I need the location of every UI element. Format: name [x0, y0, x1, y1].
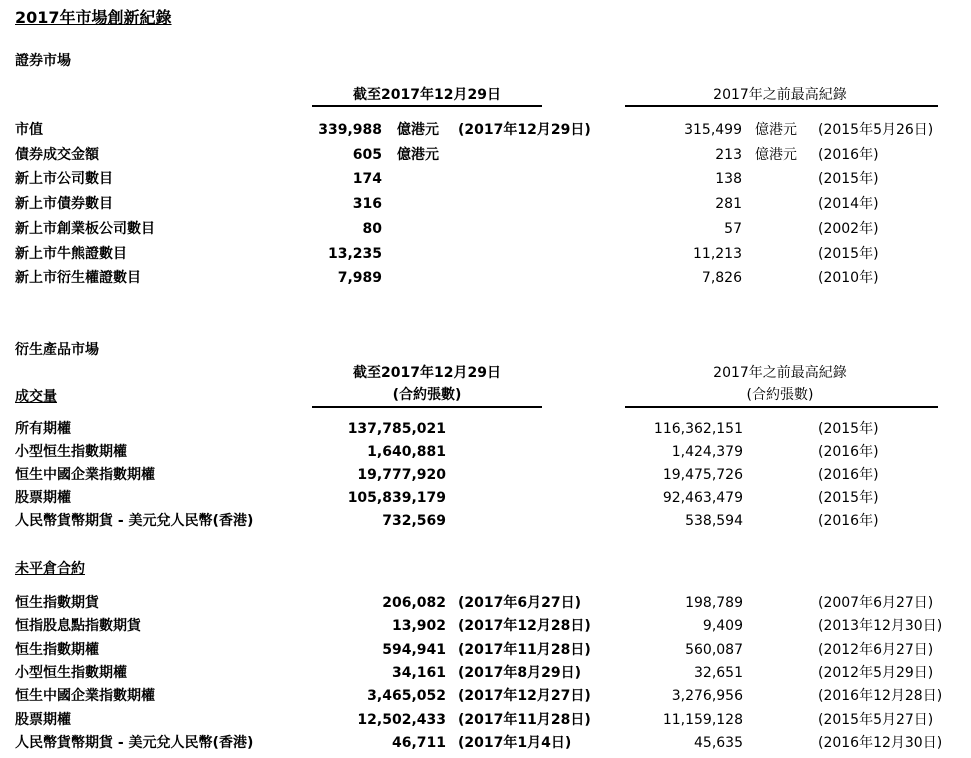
record-value: 57	[724, 220, 742, 237]
record-date: (2016年)	[818, 444, 879, 460]
row-label: 股票期權	[15, 711, 71, 728]
record-value: 32,651	[694, 664, 743, 681]
current-value: 46,711	[391, 734, 446, 751]
row-label: 股票期權	[15, 490, 71, 506]
open-interest-heading: 未平倉合約	[15, 561, 85, 577]
record-date: (2016年12月28日)	[818, 688, 943, 705]
volume-heading: 成交量	[15, 389, 57, 405]
record-date: (2015年5月27日)	[818, 711, 934, 728]
current-value: 174	[352, 171, 382, 188]
record-date: (2015年)	[818, 421, 879, 437]
record-date: (2007年6月27日)	[818, 595, 934, 611]
record-value: 138	[715, 171, 742, 188]
record-value: 3,276,956	[671, 688, 743, 705]
row-label: 恒生指數期權	[15, 641, 99, 658]
record-date: (2015年)	[818, 171, 879, 188]
row-label: 恒指股息點指數期貨	[15, 618, 141, 635]
current-value: 13,235	[327, 245, 382, 262]
current-date: (2017年12月28日)	[458, 618, 591, 635]
record-date: (2016年)	[818, 467, 879, 483]
record-date: (2012年6月27日)	[818, 641, 934, 658]
current-date: (2017年11月28日)	[458, 641, 591, 658]
current-value: 34,161	[391, 664, 446, 681]
derivatives-col-current: 截至2017年12月29日	[353, 365, 501, 381]
current-value: 1,640,881	[367, 444, 446, 460]
record-value: 7,826	[701, 270, 742, 287]
row-label: 人民幣貨幣期貨 - 美元兌人民幣(香港)	[15, 734, 254, 751]
record-unit: 億港元	[755, 146, 797, 163]
row-label: 新上市債券數目	[15, 196, 113, 213]
current-date: (2017年12月29日)	[458, 122, 591, 138]
current-value: 732,569	[382, 513, 446, 529]
row-label: 所有期權	[15, 421, 71, 437]
current-value: 316	[352, 196, 382, 213]
row-label: 市值	[15, 122, 43, 138]
record-date: (2002年)	[818, 220, 879, 237]
record-value: 1,424,379	[671, 444, 743, 460]
securities-record-underline	[625, 105, 938, 107]
row-label: 新上市創業板公司數目	[15, 220, 155, 237]
derivatives-current-underline	[312, 406, 542, 408]
current-value: 13,902	[391, 618, 446, 635]
current-date: (2017年1月4日)	[458, 734, 572, 751]
record-value: 11,213	[693, 245, 742, 262]
current-value: 80	[362, 220, 382, 237]
row-label: 新上市公司數目	[15, 171, 113, 188]
current-unit: 億港元	[397, 122, 439, 138]
row-label: 恒生中國企業指數期權	[15, 688, 155, 705]
row-label: 小型恒生指數期權	[15, 664, 127, 681]
page-title: 2017年市場創新紀錄	[15, 8, 172, 27]
record-date: (2012年5月29日)	[818, 664, 934, 681]
record-date: (2013年12月30日)	[818, 618, 943, 635]
record-unit: 億港元	[755, 122, 797, 138]
record-date: (2014年)	[818, 196, 879, 213]
record-value: 281	[715, 196, 742, 213]
current-value: 19,777,920	[357, 467, 446, 483]
record-value: 116,362,151	[653, 421, 743, 437]
record-date: (2015年)	[818, 490, 879, 506]
derivatives-col-record-sub: (合約張數)	[746, 387, 814, 403]
row-label: 新上市衍生權證數目	[15, 270, 141, 287]
current-unit: 億港元	[397, 146, 439, 163]
current-value: 3,465,052	[367, 688, 446, 705]
record-date: (2016年12月30日)	[818, 734, 943, 751]
record-value: 9,409	[702, 618, 743, 635]
record-date: (2016年)	[818, 146, 879, 163]
current-value: 7,989	[337, 270, 382, 287]
current-value: 137,785,021	[347, 421, 446, 437]
record-value: 198,789	[685, 595, 743, 611]
current-value: 594,941	[382, 641, 446, 658]
derivatives-heading: 衍生產品市場	[15, 342, 99, 358]
row-label: 債券成交金額	[15, 146, 99, 163]
record-value: 213	[715, 146, 742, 163]
record-date: (2015年)	[818, 245, 879, 262]
record-value: 11,159,128	[662, 711, 743, 728]
record-date: (2015年5月26日)	[818, 122, 934, 138]
derivatives-col-record: 2017年之前最高紀錄	[713, 365, 847, 381]
securities-heading: 證券市場	[15, 53, 71, 69]
record-value: 560,087	[685, 641, 743, 658]
securities-current-underline	[312, 105, 542, 107]
current-value: 339,988	[318, 122, 382, 138]
record-value: 45,635	[694, 734, 743, 751]
current-date: (2017年8月29日)	[458, 664, 581, 681]
securities-col-current: 截至2017年12月29日	[353, 87, 501, 103]
record-value: 19,475,726	[662, 467, 743, 483]
derivatives-record-underline	[625, 406, 938, 408]
record-date: (2010年)	[818, 270, 879, 287]
row-label: 人民幣貨幣期貨 - 美元兌人民幣(香港)	[15, 513, 254, 529]
record-value: 92,463,479	[662, 490, 743, 506]
record-date: (2016年)	[818, 513, 879, 529]
current-date: (2017年11月28日)	[458, 711, 591, 728]
row-label: 小型恒生指數期權	[15, 444, 127, 460]
securities-col-record: 2017年之前最高紀錄	[713, 87, 847, 103]
current-value: 605	[352, 146, 382, 163]
current-date: (2017年12月27日)	[458, 688, 591, 705]
row-label: 恒生指數期貨	[15, 595, 99, 611]
current-value: 105,839,179	[347, 490, 446, 506]
current-value: 12,502,433	[357, 711, 446, 728]
record-value: 315,499	[684, 122, 742, 138]
row-label: 新上市牛熊證數目	[15, 245, 127, 262]
record-value: 538,594	[685, 513, 743, 529]
current-date: (2017年6月27日)	[458, 595, 581, 611]
current-value: 206,082	[382, 595, 446, 611]
row-label: 恒生中國企業指數期權	[15, 467, 155, 483]
derivatives-col-current-sub: (合約張數)	[392, 387, 462, 403]
